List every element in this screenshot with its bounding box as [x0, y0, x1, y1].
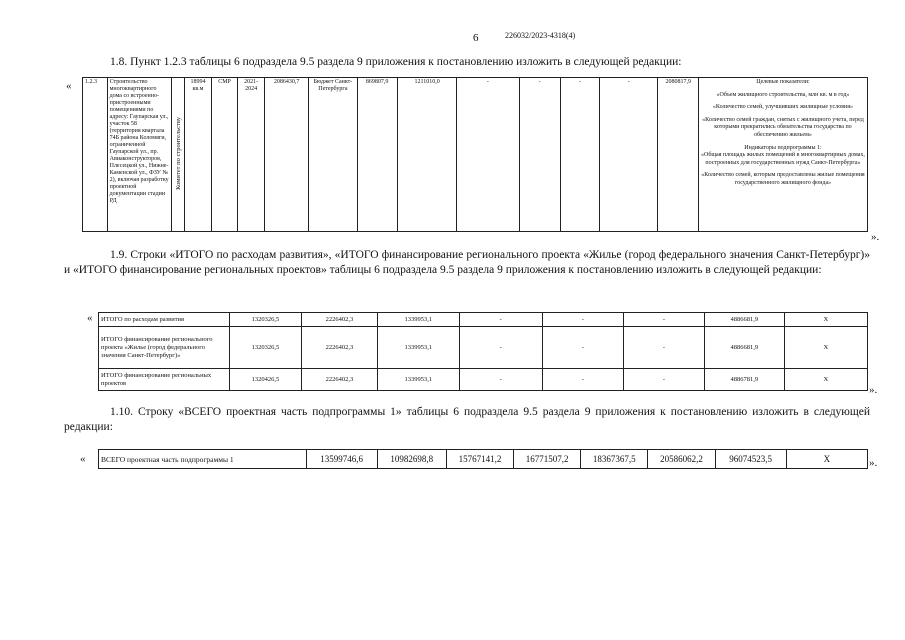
close-quote-1: ».: [871, 231, 880, 243]
row2-x: Х: [784, 327, 867, 369]
paragraph-1-8: 1.8. Пункт 1.2.3 таблицы 6 подраздела 9.5 раздела 9 приложения к постановлению изложить в следующей редакции:: [110, 56, 682, 68]
cell-remaining: 2080817,9: [658, 78, 698, 232]
row1-v7: 4886681,9: [704, 313, 784, 327]
cell-executor: [172, 78, 185, 232]
table-totals: [98, 312, 868, 391]
table-row: [99, 369, 868, 391]
total-x: Х: [786, 450, 867, 469]
cell-name: Строительство многоквартирного дома со встроенно-пристроенными помещениями по адресу: Гаупарская ул., участок 58 (территория квартала 74Б района Коломяги, ограниченной Гаупарской ул., пр. Авиаконструкторов, Плесецкой ул., Нижне-Каменской ул., ФЗУ № 2), включая разработку проектной документации стадии РД: [107, 78, 172, 232]
close-quote-3: ».: [869, 457, 878, 469]
total-v3: 15767141,2: [446, 450, 513, 469]
row1-v5: -: [542, 313, 623, 327]
document-number: 226032/2023-4318(4): [505, 31, 576, 40]
cell-y4: -: [519, 78, 560, 232]
total-v4: 16771507,2: [514, 450, 581, 469]
row3-v3: 1339953,1: [377, 369, 459, 391]
row2-v4: -: [459, 327, 542, 369]
target-2: «Количество семей, улучшивших жилищные условия»: [712, 104, 854, 111]
row1-v3: 1339953,1: [377, 313, 459, 327]
row1-v4: -: [459, 313, 542, 327]
table-row: [99, 450, 868, 469]
open-quote-2: «: [87, 312, 93, 324]
indicators-title: Индикаторы подпрограммы 1:: [744, 144, 822, 151]
row2-v1: 1320326,5: [229, 327, 301, 369]
row2-v5: -: [542, 327, 623, 369]
row3-label: ИТОГО финансирование региональных проектов: [99, 369, 230, 391]
cell-capacity: 18994 кв.м: [185, 78, 212, 232]
table-row: [83, 78, 868, 232]
cell-y1: 869807,9: [357, 78, 397, 232]
paragraph-1-10: [64, 405, 870, 435]
paragraph-1-9: [64, 248, 870, 278]
target-1: «Объем жилищного строительства, млн кв. м в год»: [716, 91, 850, 98]
total-v7: 96074523,5: [715, 450, 786, 469]
row1-v2: 2226402,3: [301, 313, 377, 327]
cell-y6: -: [600, 78, 658, 232]
cell-total: 2086430,7: [264, 78, 308, 232]
row3-v2: 2226402,3: [301, 369, 377, 391]
page-number: 6: [473, 32, 479, 44]
row2-v6: -: [623, 327, 704, 369]
target-3: «Количество семей граждан, снятых с жилищного учета, перед которыми прекратились обязательства государства по обеспечению жильем»: [702, 116, 864, 138]
total-v5: 18367367,5: [581, 450, 648, 469]
table-row: [99, 327, 868, 369]
cell-num: 1.2.3: [83, 78, 108, 232]
row2-v2: 2226402,3: [301, 327, 377, 369]
row3-v1: 1320426,5: [229, 369, 301, 391]
paragraph-1-10-text: 1.10. Строку «ВСЕГО проектная часть подпрограммы 1» таблицы 6 подраздела 9.5 раздела 9 приложения к постановлению изложить в следующей редакции:: [64, 406, 870, 433]
total-v6: 20586062,2: [648, 450, 715, 469]
table-grand-total: [98, 449, 868, 469]
row2-v7: 4886681,9: [704, 327, 784, 369]
row3-x: Х: [784, 369, 867, 391]
open-quote-3: «: [80, 453, 86, 465]
table-item-1-2-3: [82, 77, 868, 232]
cell-targets: [698, 78, 867, 232]
cell-y2: 1211010,0: [397, 78, 457, 232]
row3-v6: -: [623, 369, 704, 391]
row1-x: Х: [784, 313, 867, 327]
row2-v3: 1339953,1: [377, 327, 459, 369]
row2-label: ИТОГО финансирование регионального проекта «Жилье (город федерального значения Санкт-Петербург)»: [99, 327, 230, 369]
total-v1: 13599746,6: [306, 450, 377, 469]
row1-v6: -: [623, 313, 704, 327]
row3-v5: -: [542, 369, 623, 391]
executor-text: Комитет по строительству: [174, 116, 182, 190]
cell-period: 2021-2024: [238, 78, 265, 232]
table-row: [99, 313, 868, 327]
cell-y5: -: [560, 78, 599, 232]
cell-type: СМР: [211, 78, 238, 232]
row3-v4: -: [459, 369, 542, 391]
targets-title: Целевые показатели:: [756, 79, 810, 85]
indicator-2: «Количество семей, которым предоставлены жилые помещения государственного жилищного фонда»: [701, 172, 865, 186]
row1-label: ИТОГО по расходам развития: [99, 313, 230, 327]
paragraph-1-9-text: 1.9. Строки «ИТОГО по расходам развития», «ИТОГО финансирование регионального проекта «Жилье (город федерального значения Санкт-Петербург)» и «ИТОГО финансирование региональных проектов» таблицы 6 подраздела 9.5 раздела 9 приложения к постановлению изложить в следующей редакции:: [64, 249, 870, 276]
total-v2: 10982698,8: [377, 450, 446, 469]
row1-v1: 1320326,5: [229, 313, 301, 327]
row3-v7: 4886781,9: [704, 369, 784, 391]
close-quote-2: ».: [869, 384, 878, 396]
cell-y3: -: [457, 78, 519, 232]
indicator-1: «Общая площадь жилых помещений в многоквартирных домах, построенных для государственных нужд Санкт-Петербурга»: [701, 152, 865, 166]
total-label: ВСЕГО проектная часть подпрограммы 1: [99, 450, 307, 469]
open-quote-1: «: [66, 80, 72, 92]
cell-source: Бюджет Санкт-Петербурга: [309, 78, 357, 232]
